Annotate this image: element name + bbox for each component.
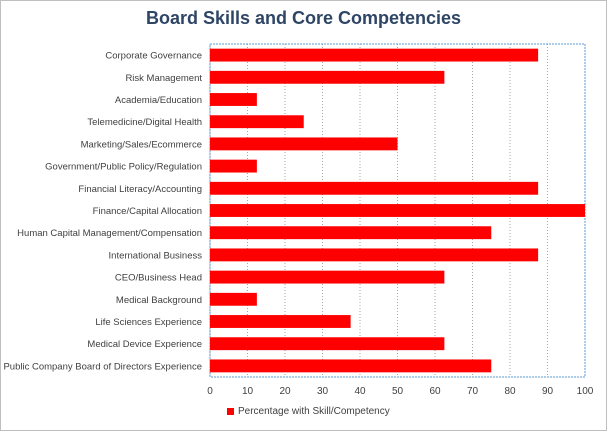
category-label: CEO/Business Head [114,272,202,284]
category-label: Government/Public Policy/Regulation [45,161,202,173]
bar [210,359,491,372]
bar [210,71,444,84]
category-label: Marketing/Sales/Ecommerce [80,139,202,151]
bar [210,182,538,195]
category-label: Human Capital Management/Compensation [17,228,202,240]
x-tick-label: 100 [576,386,594,397]
x-tick-label: 20 [279,386,291,397]
bar [210,137,398,150]
x-tick-label: 80 [504,386,516,397]
category-label: Finance/Capital Allocation [92,206,202,217]
legend-label: Percentage with Skill/Competency [238,406,390,417]
category-label: Public Company Board of Directors Experience [3,361,202,373]
legend [227,406,390,417]
bar [210,49,538,62]
bar [210,160,257,173]
category-label: Corporate Governance [105,50,202,62]
category-label: Academia/Education [114,95,202,106]
bar [210,204,585,217]
x-tick-label: 70 [466,386,479,397]
category-labels [3,51,202,373]
bar [210,93,257,106]
x-tick-label: 10 [241,386,254,397]
category-label: Financial Literacy/Accounting [78,183,202,195]
x-tick-label: 90 [541,386,554,397]
bar [210,248,538,261]
bar [210,226,491,239]
x-tick-label: 40 [354,386,366,397]
x-tick-label: 60 [429,386,441,397]
category-label: Life Sciences Experience [95,317,202,328]
category-label: Telemedicine/Digital Health [87,117,202,129]
bar [210,271,444,284]
x-tick-label: 0 [207,386,213,397]
category-label: Medical Background [115,294,202,306]
bar [210,293,257,306]
bar [210,115,304,128]
category-label: Risk Management [125,72,202,84]
bar [210,315,351,328]
bar [210,337,444,350]
category-label: Medical Device Experience [87,339,202,351]
x-tick-label: 50 [391,386,404,397]
x-tick-labels [207,386,594,397]
category-label: International Business [108,250,202,262]
chart-title: Board Skills and Core Competencies [145,8,462,28]
legend-swatch [227,408,234,415]
x-tick-label: 30 [316,386,329,397]
